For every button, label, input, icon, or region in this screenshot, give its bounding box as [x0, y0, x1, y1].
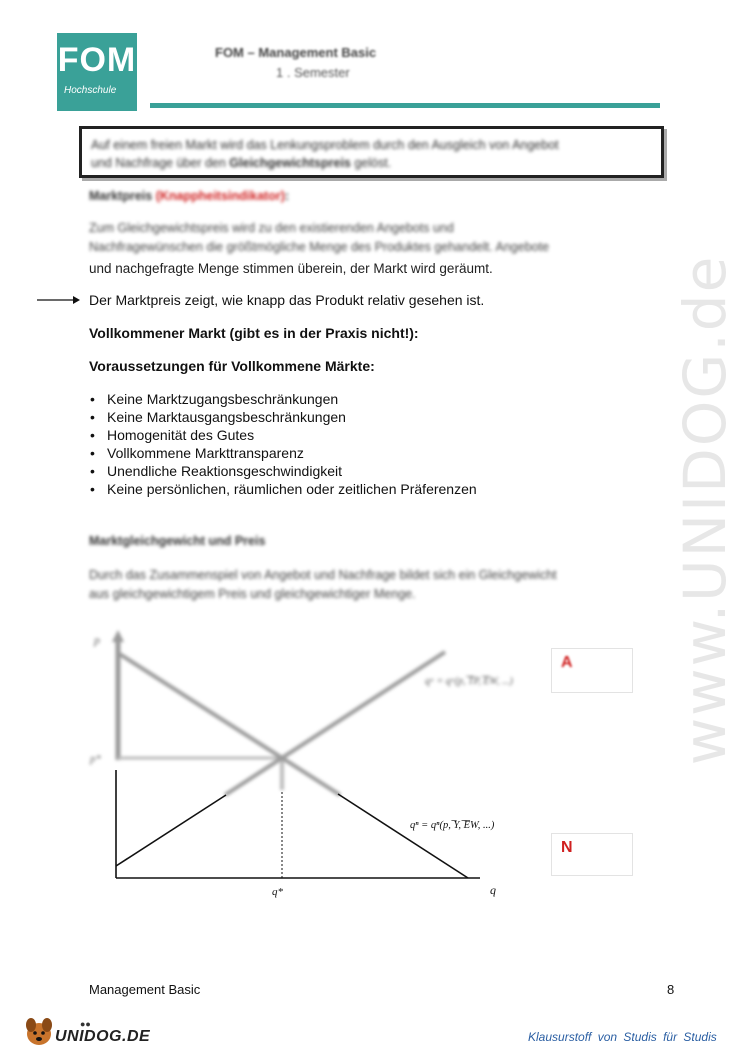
list-item: • Keine persönlichen, räumlichen oder zeitlichen Präferenzen	[89, 480, 477, 498]
paw-icon: ●●	[80, 1019, 91, 1029]
arrow-right-icon	[36, 293, 80, 307]
vollkommener-markt-heading: Vollkommener Markt (gibt es in der Praxis nicht!):	[89, 325, 419, 341]
watermark: www.UNIDOG.de	[671, 254, 739, 766]
header-rule	[150, 103, 660, 108]
definition-box	[79, 126, 664, 178]
list-item: • Keine Marktzugangsbeschränkungen	[89, 390, 477, 408]
unidog-brand: UNIDOG.DE	[55, 1028, 151, 1045]
logo-text: FOM	[57, 41, 137, 79]
demand-curve-upper	[118, 653, 340, 795]
marktpreis-note: Der Marktpreis zeigt, wie knapp das Produkt relativ gesehen ist.	[89, 292, 485, 308]
demand-curve-lower	[338, 794, 468, 878]
supply-box	[551, 648, 633, 693]
gleichgewicht-paragraph-line-2: aus gleichgewichtigem Preis und gleichgewichtiger Menge.	[89, 587, 416, 601]
equilibrium-quantity-label: q*	[272, 886, 283, 898]
marktpreis-paragraph-line-1: Zum Gleichgewichtspreis wird zu den existierenden Angebots und	[89, 221, 454, 235]
definition-line-1: Auf einem freien Markt wird das Lenkungsproblem durch den Ausgleich von Angebot	[91, 138, 559, 152]
supply-curve-upper	[225, 652, 445, 795]
supply-curve-lower	[116, 795, 226, 866]
header-title: FOM – Management Basic	[215, 45, 377, 60]
footer-course: Management Basic	[89, 982, 201, 997]
marktpreis-paragraph-line-3: und nachgefragte Menge stimmen überein, der Markt wird geräumt.	[89, 261, 493, 276]
header-subtitle: 1 . Semester	[276, 65, 350, 80]
supply-demand-diagram	[0, 620, 750, 910]
demand-curve-label: qⁿ = qⁿ(p, ̅Y, ̅E̅W, ...)	[410, 820, 495, 831]
demand-box-label: N	[561, 839, 573, 856]
fom-logo	[57, 33, 137, 111]
price-axis-label: p	[94, 633, 100, 647]
supply-curve-label: qᵃ = qᵃ(p, ̅T̅P, ̅E̅W, ...)	[425, 676, 513, 687]
marktpreis-heading: Marktpreis (Knappheitsindikator):	[89, 189, 290, 203]
quantity-axis-label: q	[490, 883, 496, 897]
footer-tagline: Klausurstoff von Studis für Studis	[528, 1030, 717, 1044]
list-item: • Unendliche Reaktionsgeschwindigkeit	[89, 462, 477, 480]
marktpreis-paragraph-line-2: Nachfragewünschen die größtmögliche Menge des Produktes gehandelt. Angebote	[89, 240, 550, 254]
gleichgewicht-heading: Marktgleichgewicht und Preis	[89, 534, 266, 548]
price-axis-arrowhead	[112, 630, 124, 642]
logo-subtext: Hochschule	[64, 85, 117, 96]
demand-box	[551, 833, 633, 876]
gleichgewicht-paragraph-line-1: Durch das Zusammenspiel von Angebot und Nachfrage bildet sich ein Gleichgewicht	[89, 568, 557, 582]
diagram-blurred-part	[89, 630, 513, 795]
page-number: 8	[667, 982, 675, 997]
definition-line-2: und Nachfrage über den Gleichgewichtspreis gelöst.	[91, 156, 392, 170]
dog-logo-icon	[22, 1016, 56, 1048]
equilibrium-price-label: p*	[90, 753, 101, 765]
list-item: • Vollkommene Markttransparenz	[89, 444, 477, 462]
voraussetzungen-heading: Voraussetzungen für Vollkommene Märkte:	[89, 358, 375, 374]
voraussetzungen-list	[89, 390, 477, 498]
supply-box-label: A	[561, 654, 573, 671]
list-item: • Homogenität des Gutes	[89, 426, 477, 444]
list-item: • Keine Marktausgangsbeschränkungen	[89, 408, 477, 426]
